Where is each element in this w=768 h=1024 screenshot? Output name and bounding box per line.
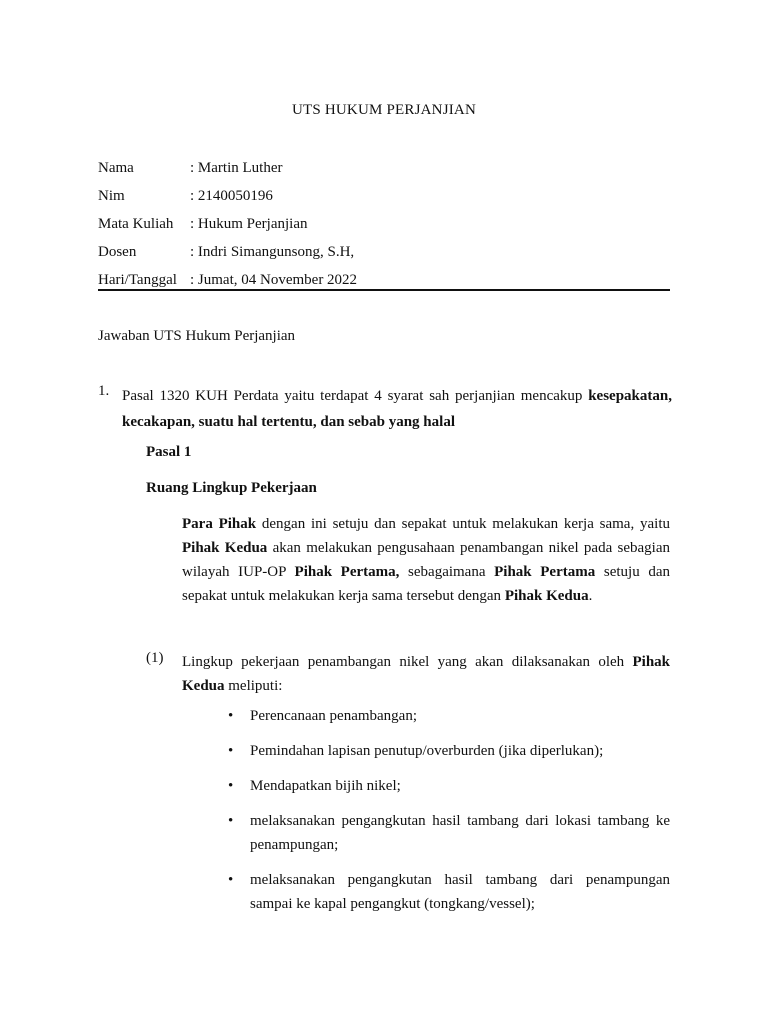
para-bold-pihak-pertama: Pihak Pertama <box>494 564 596 580</box>
bullet-icon: • <box>228 872 234 888</box>
info-label: Mata Kuliah <box>98 216 174 232</box>
info-value: : Martin Luther <box>190 160 283 176</box>
bullet-icon: • <box>228 743 234 759</box>
item-text-plain: Pasal 1320 KUH Perdata yaitu terdapat 4 syarat sah perjanjian mencakup <box>122 388 589 404</box>
info-row-dosen <box>98 240 670 268</box>
para-text: dengan ini setuju dan sepakat untuk melakukan kerja sama, yaitu <box>256 516 670 532</box>
agreement-paragraph <box>182 512 670 608</box>
list-item-text: Mendapatkan bijih nikel; <box>250 778 401 794</box>
section-heading: Ruang Lingkup Pekerjaan <box>146 480 317 496</box>
pasal-heading: Pasal 1 <box>146 444 192 460</box>
info-label: Nim <box>98 188 125 204</box>
answer-heading: Jawaban UTS Hukum Perjanjian <box>98 328 296 344</box>
info-value: : Hukum Perjanjian <box>190 216 308 232</box>
list-item-text: melaksanakan pengangkutan hasil tambang dari penampungan sampai ke kapal pengangkut (tongkang/vessel); <box>250 872 670 912</box>
clause-text <box>182 650 670 698</box>
clause-text-plain: Lingkup pekerjaan penambangan nikel yang akan dilaksanakan oleh <box>182 654 633 670</box>
info-value: : Jumat, 04 November 2022 <box>190 272 358 288</box>
horizontal-divider <box>98 289 670 291</box>
clause-text-bold: Pihak Kedua <box>182 654 670 694</box>
info-row-nim <box>98 184 670 212</box>
bullet-icon: • <box>228 708 234 724</box>
info-value: : Indri Simangunsong, S.H, <box>190 244 355 260</box>
info-label: Nama <box>98 160 134 176</box>
clause-text-end: meliputi: <box>224 678 283 694</box>
list-item-text: melaksanakan pengangkutan hasil tambang dari lokasi tambang ke penampungan; <box>250 813 670 853</box>
list-item <box>228 704 670 728</box>
list-item-text: Perencanaan penambangan; <box>250 708 417 724</box>
clause-number: (1) <box>146 650 164 666</box>
para-bold-pihak-pertama: Pihak Pertama, <box>294 564 400 580</box>
info-label: Dosen <box>98 244 137 260</box>
list-item <box>228 774 670 798</box>
info-row-nama <box>98 156 670 184</box>
para-bold-pihak-kedua: Pihak Kedua <box>182 540 268 556</box>
list-item-text: Pemindahan lapisan penutup/overburden (jika diperlukan); <box>250 743 604 759</box>
info-value: : 2140050196 <box>190 188 273 204</box>
para-text: setuju dan sepakat untuk melakukan kerja sama tersebut dengan <box>182 564 670 604</box>
info-row-mata-kuliah <box>98 212 670 240</box>
para-text: . <box>588 588 593 604</box>
student-info <box>98 156 670 296</box>
scope-bullet-list <box>228 704 670 927</box>
bullet-icon: • <box>228 813 234 829</box>
info-label: Hari/Tanggal <box>98 272 177 288</box>
list-item <box>228 739 670 763</box>
para-text: akan melakukan pengusahaan penambangan nikel pada sebagian wilayah IUP-OP <box>182 540 670 580</box>
para-bold-pihak-kedua: Pihak Kedua <box>504 588 589 604</box>
list-item <box>228 809 670 857</box>
list-item <box>228 868 670 916</box>
item-text-bold: kesepakatan, kecakapan, suatu hal tertentu, dan sebab yang halal <box>122 388 672 430</box>
para-text: sebagaimana <box>399 564 495 580</box>
document-title: UTS HUKUM PERJANJIAN <box>291 102 476 118</box>
para-bold-para-pihak: Para Pihak <box>182 516 257 532</box>
item-number: 1. <box>98 383 110 399</box>
bullet-icon: • <box>228 778 234 794</box>
item-text <box>122 383 672 435</box>
info-row-hari-tanggal <box>98 268 670 296</box>
